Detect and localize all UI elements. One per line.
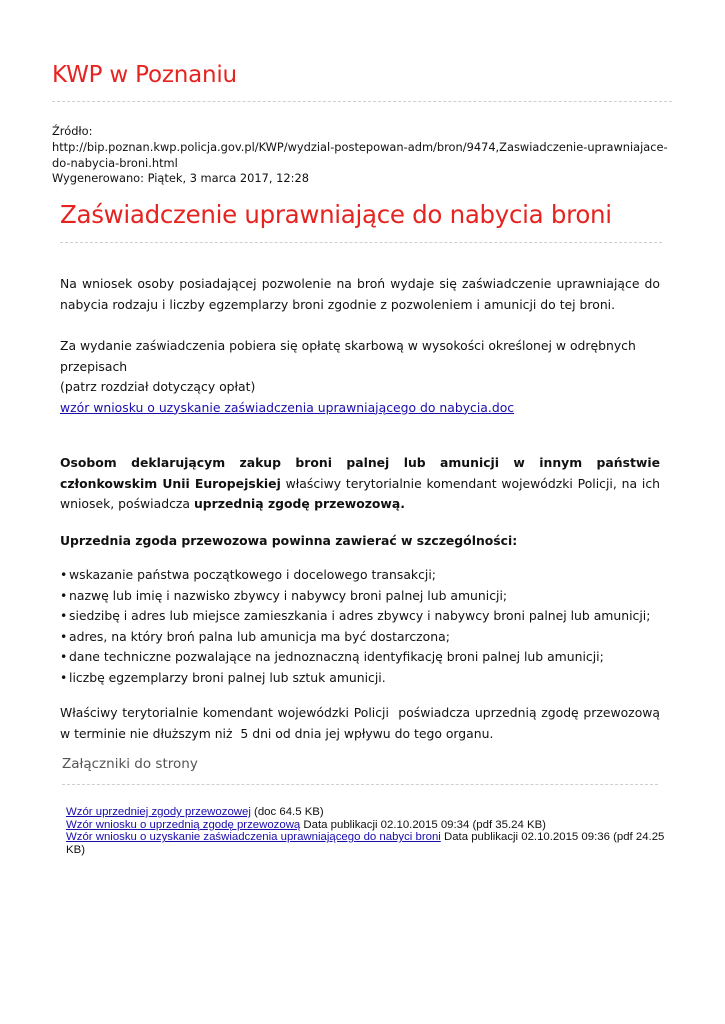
list-item: • siedzibę i adres lub miejsce zamieszkania i adres zbywcy i nabywcy broni palnej lub amunicji; [60, 606, 660, 627]
site-title: KWP w Poznaniu [52, 62, 237, 88]
document-meta [52, 124, 672, 187]
requirements-list [60, 565, 660, 688]
fee-paragraph [60, 336, 660, 418]
article-body [60, 274, 664, 744]
attachment-link[interactable]: Wzór wniosku o uzyskanie zaświadczenia uprawniającego do nabyci broni [66, 831, 441, 844]
intro-paragraph: Na wniosek osoby posiadającej pozwolenie na broń wydaje się zaświadczenie uprawniające do nabycia rodzaju i liczby egzemplarzy broni zgodnie z pozwoleniem i amunicji do tej broni. [60, 276, 660, 312]
title-divider [60, 242, 662, 243]
eu-bold-text: Osobom deklarującym zakup broni palnej lub amunicji w innym państwie członkowskim Unii Europejskiej [60, 455, 660, 491]
attachments-divider [62, 784, 658, 785]
page-title: Zaświadczenie uprawniające do nabycia broni [60, 200, 612, 229]
list-item: • wskazanie państwa początkowego i docelowego transakcji; [60, 565, 660, 586]
attachment-item [66, 806, 666, 819]
attachment-link[interactable]: Wzór uprzedniej zgody przewozowej [66, 806, 251, 818]
fee-note: (patrz rozdział dotyczący opłat) [60, 379, 256, 394]
eu-text: właściwy terytorialnie komendant wojewódzki Policji, na ich wniosek, poświadcza [60, 475, 660, 511]
requirements-heading-text: Uprzednia zgoda przewozowa powinna zawierać w szczególności: [60, 532, 518, 548]
attachment-item [66, 831, 666, 856]
eu-paragraph [60, 453, 660, 515]
list-item: • liczbę egzemplarzy broni palnej lub sztuk amunicji. [60, 668, 660, 689]
attachment-link[interactable]: Wzór wniosku o uprzednią zgodę przewozową [66, 818, 301, 831]
attachments-heading: Załączniki do strony [62, 756, 198, 772]
list-item: • dane techniczne pozwalające na jednoznaczną identyfikację broni palnej lub amunicji; [60, 647, 660, 668]
generated-date: Wygenerowano: Piątek, 3 marca 2017, 12:28 [52, 171, 309, 186]
fee-text: Za wydanie zaświadczenia pobiera się opłatę skarbową w wysokości określonej w odrębnych przepisach [60, 338, 636, 374]
list-item: • adres, na który broń palna lub amunicja ma być dostarczona; [60, 627, 660, 648]
attachments-list [66, 806, 666, 856]
list-item: • nazwę lub imię i nazwisko zbywcy i nabywcy broni palnej lub amunicji; [60, 586, 660, 607]
attachment-info: Data publikacji 02.10.2015 09:34 (pdf 35.24 KB) [300, 818, 546, 831]
deadline-paragraph: Właściwy terytorialnie komendant wojewódzki Policji poświadcza uprzednią zgodę przewozową w terminie nie dłuższym niż 5 dni od dnia jej wpływu do tego organu. [60, 705, 664, 741]
attachment-info: Data publikacji 02.10.2015 09:36 (pdf 24.25 KB) [66, 831, 665, 856]
header-divider [52, 101, 672, 102]
requirements-heading [60, 531, 660, 552]
source-label: Źródło: [52, 124, 93, 138]
application-form-link[interactable]: wzór wniosku o uzyskanie zaświadczenia uprawniającego do nabycia.doc [60, 399, 515, 415]
attachment-info: (doc 64.5 KB) [250, 806, 324, 818]
source-url: http://bip.poznan.kwp.policja.gov.pl/KWP/wydzial-postepowan-adm/bron/9474,Zaswiadczenie-uprawniajace-do-nabycia-broni.html [52, 139, 668, 170]
attachment-item [66, 819, 666, 832]
eu-bold-consent: uprzednią zgodę przewozową. [193, 496, 405, 511]
